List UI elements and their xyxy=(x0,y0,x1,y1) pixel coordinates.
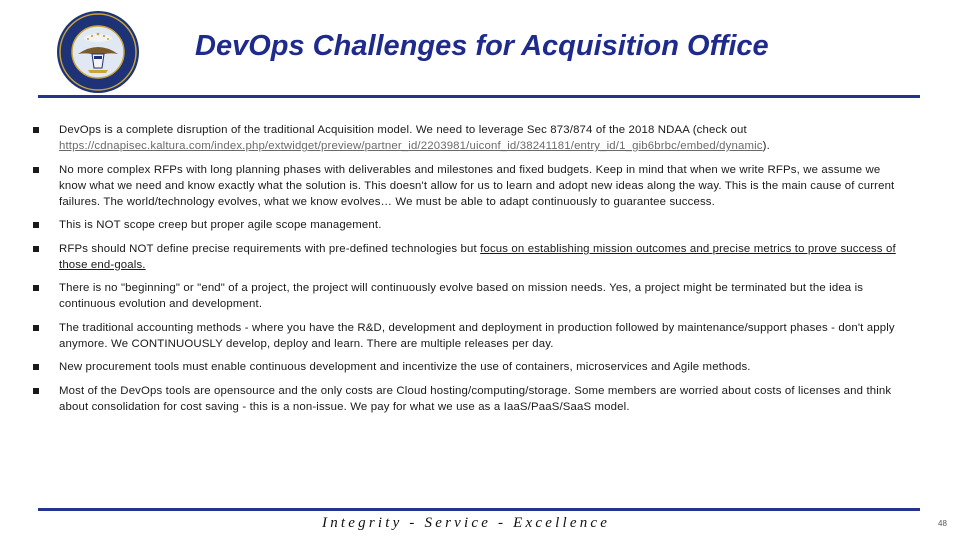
bullet-text: New procurement tools must enable continuous development and incentivize the use of containers, microservices and Agile methods. xyxy=(59,361,751,373)
page-number: 48 xyxy=(938,519,947,528)
air-force-seal-logo xyxy=(56,10,140,94)
bullet-underlined-text: focus on establishing mission outcomes and precise metrics to prove success of those end-goals. xyxy=(59,242,896,271)
footer-divider xyxy=(38,508,920,511)
bullet-marker xyxy=(33,222,39,228)
bullet-marker xyxy=(33,167,39,173)
bullet-item xyxy=(33,383,901,415)
bullet-text: DevOps is a complete disruption of the traditional Acquisition model. We need to leverage Sec 873/874 of the 2018 NDAA (check out xyxy=(59,124,747,136)
footer-motto: Integrity - Service - Excellence xyxy=(322,515,611,531)
title-divider xyxy=(38,95,920,98)
bullet-text: This is NOT scope creep but proper agile scope management. xyxy=(59,219,382,231)
bullet-marker xyxy=(33,325,39,331)
bullet-text: There is no "beginning" or "end" of a project, the project will continuously evolve based on mission needs. Yes, a project might be terminated but the idea is continuous evolution and development. xyxy=(59,282,864,310)
bullet-text: RFPs should NOT define precise requirements with pre-defined technologies but xyxy=(59,242,481,255)
bullet-item xyxy=(33,241,901,273)
bullet-item xyxy=(33,162,901,210)
bullet-marker xyxy=(33,364,39,370)
bullet-text: Most of the DevOps tools are opensource and the only costs are Cloud hosting/computing/storage. Some members are worried about costs of licenses and think about consolidation for cost saving - this is a non-issue. We pay for what we use as a IaaS/PaaS/SaaS model. xyxy=(59,384,892,413)
bullet-text: The traditional accounting methods - where you have the R&D, development and deployment in production followed by maintenance/support phases - don't apply anymore. We CONTINUOUSLY develop, deploy and learn. There are multiple releases per day. xyxy=(59,321,895,350)
bullet-item xyxy=(33,359,901,375)
bullet-marker xyxy=(33,246,39,252)
bullet-marker xyxy=(33,285,39,291)
bullet-marker xyxy=(33,388,39,394)
kaltura-video-link[interactable]: https://cdnapisec.kaltura.com/index.php/extwidget/preview/partner_id/2203981/uiconf_id/38241181/entry_id/1_gib6brbc/embed/dynamic xyxy=(59,140,763,152)
bullet-item xyxy=(33,320,901,352)
bullet-list xyxy=(33,122,901,422)
bullet-marker xyxy=(33,127,39,133)
bullet-item xyxy=(33,217,901,233)
bullet-text: ). xyxy=(762,140,770,152)
bullet-item xyxy=(33,122,901,154)
bullet-text: No more complex RFPs with long planning phases with deliverables and milestones and fixed budgets. Keep in mind that when we write RFPs, we assume we know what we need and know exactly what the solution is. This doesn't allow for us to learn and adopt new ideas along the way. This is the main cause of current failures. The world/technology evolves, what we know evolves… We must be able to adapt continuously to guarantee success. xyxy=(59,163,895,208)
bullet-item xyxy=(33,280,901,312)
page-title: DevOps Challenges for Acquisition Office xyxy=(195,30,769,62)
